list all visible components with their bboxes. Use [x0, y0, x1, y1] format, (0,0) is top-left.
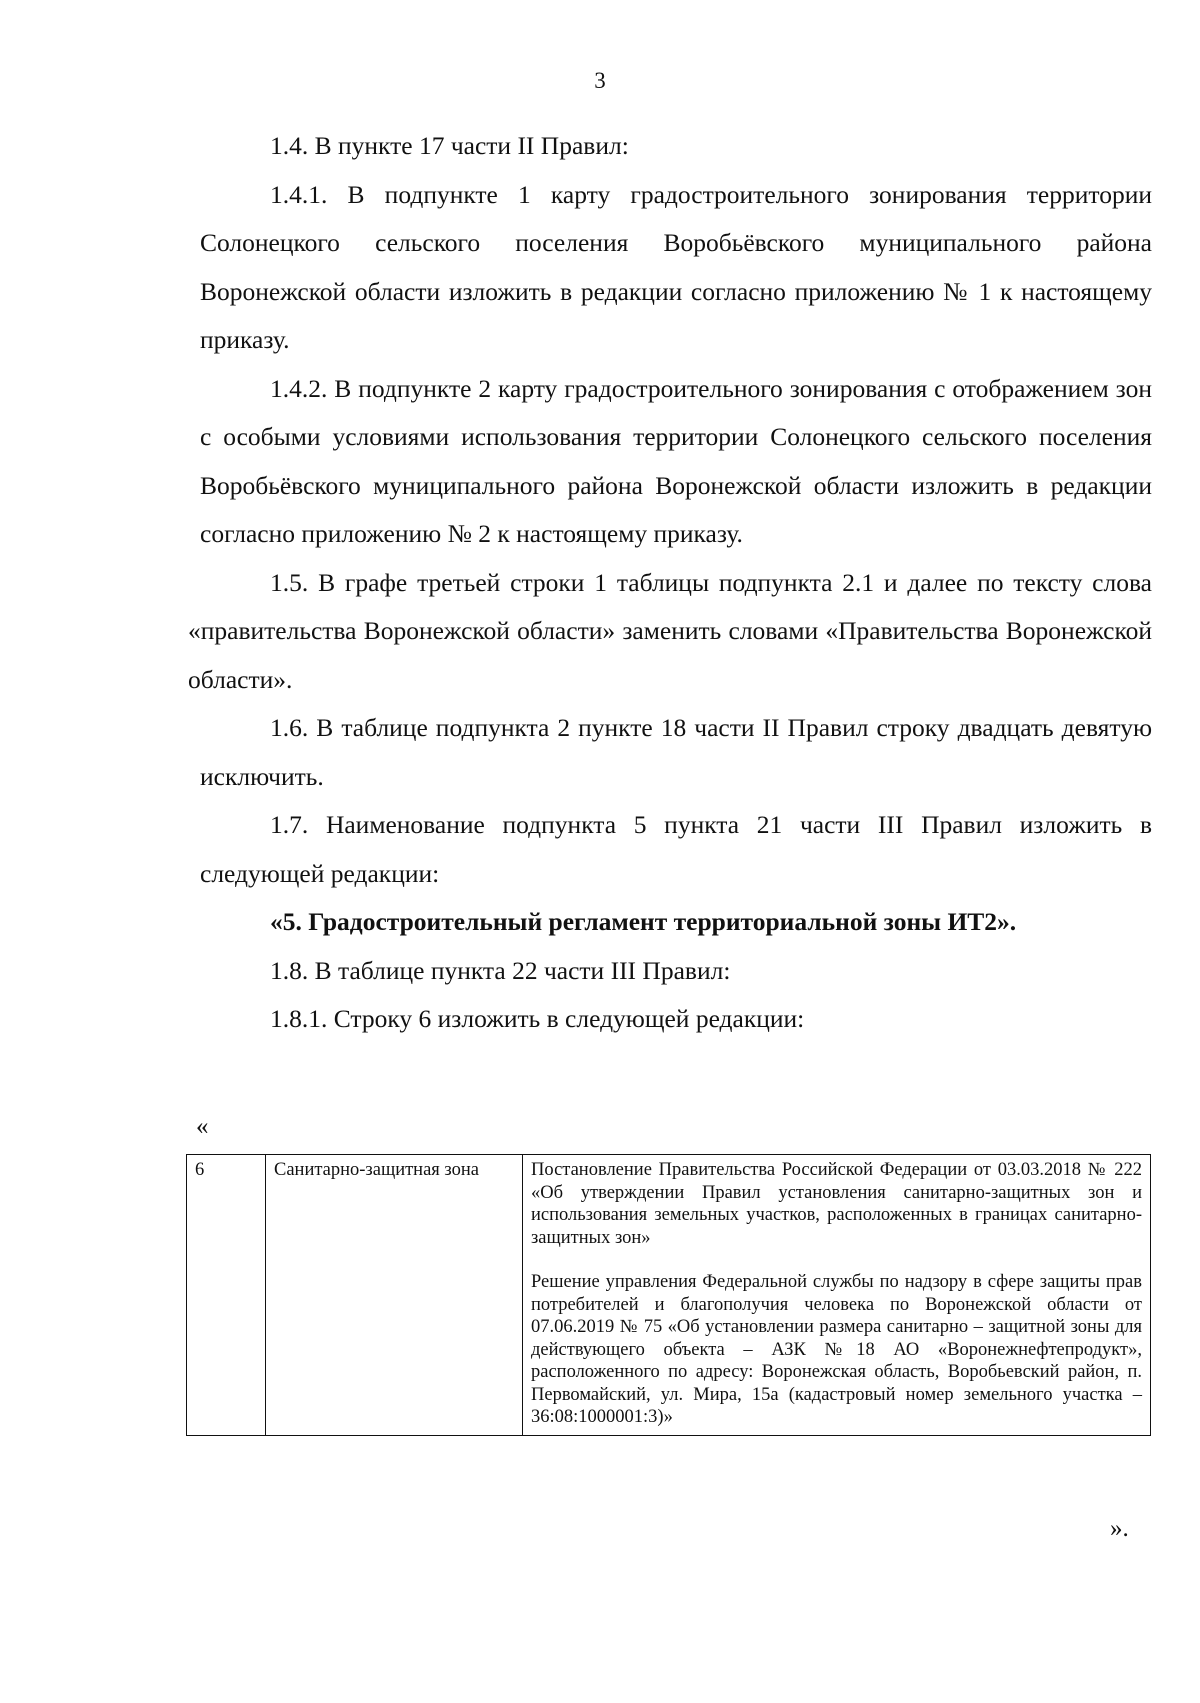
- paragraph-1-4-1: 1.4.1. В подпункте 1 карту градостроительного зонирования территории Солонецкого сельского поселения Воробьёвского муниципального района Воронежской области изложить в редакции согласно приложению № 1 к настоящему приказу.: [200, 179, 1152, 354]
- document-item: Решение управления Федеральной службы по надзору в сфере защиты прав потребителей и благополучия человека по Воронежской области от 07.06.2019 № 75 «Об установлении размера санитарно – защитной зоны для действующего объекта – АЗК №18 АО «Воронежнефтепродукт», расположенного по адресу: Воронежская область, Воробьевский район, п. Первомайский, ул. Мира, 15а (кадастровый номер земельного участка – 36:08:1000001:3)»: [531, 1272, 1142, 1427]
- table-row: [187, 1155, 1151, 1436]
- row-number-cell: 6: [187, 1155, 266, 1436]
- quote-close-mark: ».: [1110, 1515, 1129, 1542]
- document-item: Постановление Правительства Российской Федерации от 03.03.2018 № 222 «Об утверждении Правил установления санитарно-защитных зон и использования земельных участков, расположенных в границах санитарно-защитных зон»: [531, 1160, 1142, 1248]
- paragraph-1-5: 1.5. В графе третьей строки 1 таблицы подпункта 2.1 и далее по тексту слова «правительства Воронежской области» заменить словами «Правительства Воронежской области».: [188, 567, 1152, 694]
- paragraph-1-6: 1.6. В таблице подпункта 2 пункте 18 части II Правил строку двадцать девятую исключить.: [200, 713, 1152, 791]
- section-heading: «5. Градостроительный регламент территориальной зоны ИТ2».: [270, 907, 1017, 936]
- zones-table: [186, 1154, 1151, 1436]
- paragraph-1-4: 1.4. В пункте 17 части II Правил:: [270, 131, 629, 160]
- paragraph-1-4-2: 1.4.2. В подпункте 2 карту градостроительного зонирования с отображением зон с особыми условиями использования территории Солонецкого сельского поселения Воробьёвского муниципального района Воронежской области изложить в редакции согласно приложению № 2 к настоящему приказу.: [200, 373, 1152, 548]
- document-body: [188, 122, 1152, 1044]
- documents-cell: [523, 1155, 1151, 1436]
- quote-open-mark: «: [196, 1113, 209, 1140]
- page-number: 3: [594, 68, 606, 93]
- paragraph-1-8-1: 1.8.1. Строку 6 изложить в следующей редакции:: [270, 1004, 805, 1033]
- paragraph-1-8: 1.8. В таблице пункта 22 части III Правил:: [270, 955, 731, 985]
- paragraph-1-7: 1.7. Наименование подпункта 5 пункта 21 части III Правил изложить в следующей редакции:: [200, 810, 1152, 888]
- zone-name-cell: Санитарно-защитная зона: [266, 1155, 523, 1436]
